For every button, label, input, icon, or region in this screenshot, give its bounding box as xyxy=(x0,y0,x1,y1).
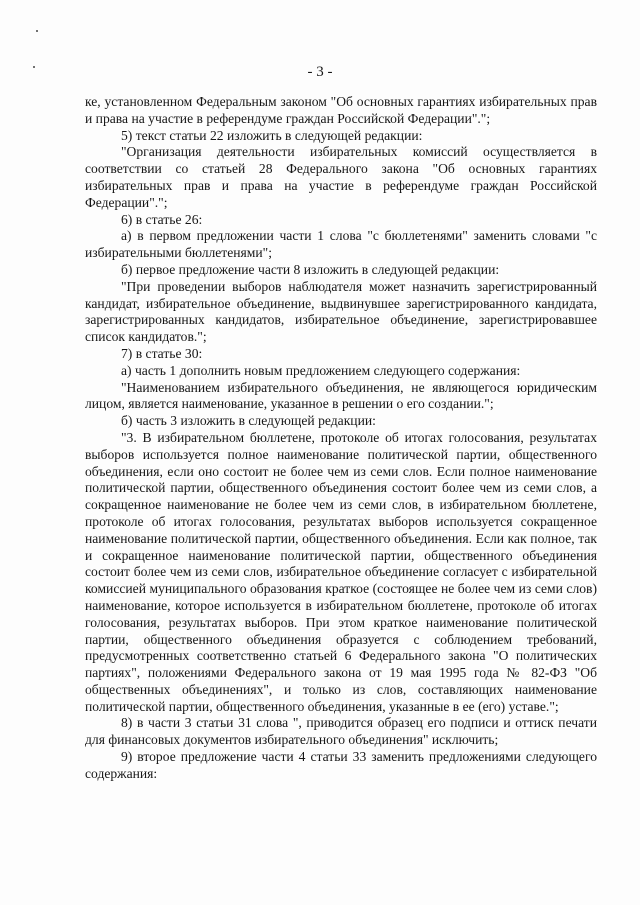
page-number: - 3 - xyxy=(307,64,333,80)
paragraph: а) часть 1 дополнить новым предложением следующего содержания: xyxy=(121,362,521,378)
paragraph: "При проведении выборов наблюдателя может назначить зарегистрированный кандидат, избирательное объединение, выдвинувшее зарегистрированного кандидата, зарегистрированных кандидатов, избирательное объединение, зарегистрировавшее список кандидатов."; xyxy=(85,278,597,345)
paragraph: а) в первом предложении части 1 слова "с бюллетенями" заменить словами "с избирательными бюллетенями"; xyxy=(85,228,597,261)
paragraph: 7) в статье 30: xyxy=(121,345,203,361)
paragraph: "Организация деятельности избирательных комиссий осуществляется в соответствии со статьей 28 Федерального закона "Об основных гарантиях избирательных прав и права на участие в референдуме граждан Российской Федерации"."; xyxy=(85,144,597,210)
paragraph: 9) второе предложение части 4 статьи 33 заменить предложениями следующего содержания: xyxy=(85,749,597,781)
paragraph: 6) в статье 26: xyxy=(121,211,203,227)
document-body xyxy=(85,94,597,783)
paragraph: 8) в части 3 статьи 31 слова ", приводится образец его подписи и оттиск печати для финансовых документов избирательного объединения" исключить; xyxy=(85,715,597,748)
paragraph: "3. В избирательном бюллетене, протоколе об итогах голосования, результатах выборов используется полное наименование политической партии, общественного объединения, если оно состоит не более чем из семи слов. Если полное наименование политической партии, общественного объединения состоит более чем из семи слов, а сокращенное наименование не более чем из семи слов, в избирательном бюллетене, протоколе об итогах голосования, результатах выборов используется сокращенное наименование политической партии, общественного объединения. Если как полное, так и сокращенное наименование политической партии, общественного объединения состоит более чем из семи слов, избирательное объединение согласует с избирательной комиссией муниципального образования краткое (состоящее не более чем из семи слов) наименование, которое используется в избирательном бюллетене, протоколе об итогах голосования, результатах выборов. При этом краткое наименование политической партии, общественного объединения образуется с соблюдением требований, предусмотренных соответственно статьей 6 Федерального закона "О политических партиях", положениями Федерального закона от 19 мая 1995 года № 82-ФЗ "Об общественных объединениях", и только из слов, составляющих наименование политической партии, общественного объединения, указанные в ее (его) уставе."; xyxy=(85,429,597,714)
scan-speck xyxy=(36,30,38,32)
paragraph: "Наименованием избирательного объединения, не являющегося юридическим лицом, является наименование, указанное в решении о его создании."; xyxy=(85,379,597,412)
paragraph: ке, установленном Федеральным законом "Об основных гарантиях избирательных прав и права на участие в референдуме граждан Российской Федерации"."; xyxy=(85,94,597,126)
paragraph: б) первое предложение части 8 изложить в следующей редакции: xyxy=(121,261,500,277)
paragraph: б) часть 3 изложить в следующей редакции: xyxy=(121,413,376,429)
paragraph: 5) текст статьи 22 изложить в следующей редакции: xyxy=(121,127,423,143)
